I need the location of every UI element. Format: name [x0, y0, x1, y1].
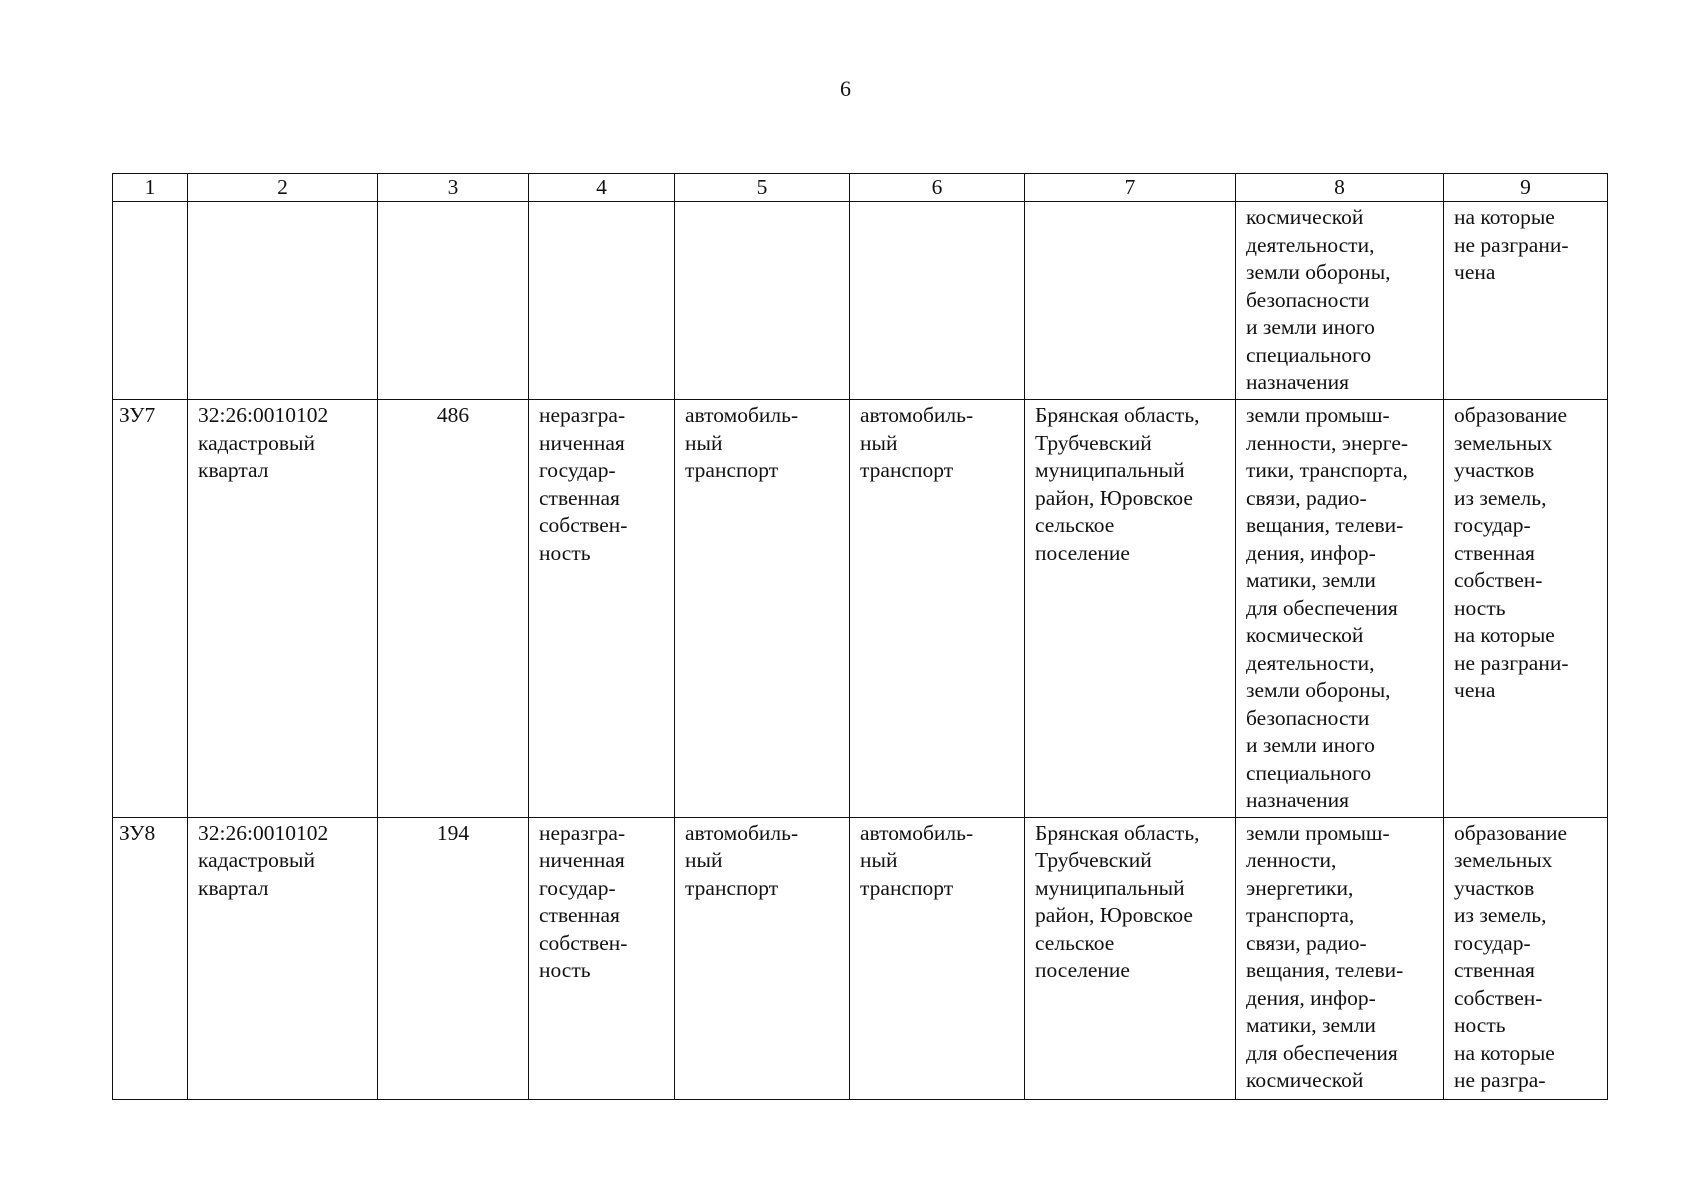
column-number: 7	[1025, 174, 1236, 202]
column-number: 6	[850, 174, 1025, 202]
location-cell	[1025, 202, 1236, 400]
column-number: 5	[675, 174, 850, 202]
land-plots-table	[112, 173, 1608, 1100]
table-row	[113, 400, 1608, 818]
page-number: 6	[840, 76, 851, 101]
column-number: 4	[529, 174, 675, 202]
cadastral-quarter-cell: 32:26:0010102 кадастровый квартал	[188, 817, 378, 1099]
area-cell	[378, 202, 529, 400]
location-cell: Брянская область, Трубчевский муниципальный район, Юровское сельское поселение	[1025, 817, 1236, 1099]
cadastral-quarter-cell	[188, 202, 378, 400]
permitted-use-cell: автомобиль- ный транспорт	[675, 817, 850, 1099]
permitted-use-cell	[675, 202, 850, 400]
column-number: 9	[1444, 174, 1608, 202]
table-row	[113, 817, 1608, 1099]
land-category-cell: космической деятельности, земли обороны, безопасности и земли иного специального назначения	[1236, 202, 1444, 400]
area-cell: 486	[378, 400, 529, 818]
formation-method-cell: на которые не разграни- чена	[1444, 202, 1608, 400]
plot-id-cell: ЗУ8	[113, 817, 188, 1099]
column-number: 1	[113, 174, 188, 202]
use-type-cell	[850, 202, 1025, 400]
use-type-cell: автомобиль- ный транспорт	[850, 817, 1025, 1099]
plot-id-cell: ЗУ7	[113, 400, 188, 818]
formation-method-cell: образование земельных участков из земель, государ- ственная собствен- ность на которые не разграни- чена	[1444, 400, 1608, 818]
column-number: 8	[1236, 174, 1444, 202]
ownership-cell	[529, 202, 675, 400]
plot-id-cell	[113, 202, 188, 400]
area-cell: 194	[378, 817, 529, 1099]
ownership-cell: неразгра- ниченная государ- ственная собствен- ность	[529, 817, 675, 1099]
ownership-cell: неразгра- ниченная государ- ственная собствен- ность	[529, 400, 675, 818]
column-number: 2	[188, 174, 378, 202]
land-category-cell: земли промыш- ленности, энерге- тики, транспорта, связи, радио- вещания, телеви- дения, инфор- матики, земли для обеспечения космической деятельности, земли обороны, безопасности и земли иного специального назначения	[1236, 400, 1444, 818]
table-row	[113, 202, 1608, 400]
land-category-cell: земли промыш- ленности, энергетики, транспорта, связи, радио- вещания, телеви- дения, инфор- матики, земли для обеспечения космической	[1236, 817, 1444, 1099]
column-number-row	[113, 174, 1608, 202]
formation-method-cell: образование земельных участков из земель, государ- ственная собствен- ность на которые не разгра-	[1444, 817, 1608, 1099]
cadastral-quarter-cell: 32:26:0010102 кадастровый квартал	[188, 400, 378, 818]
use-type-cell: автомобиль- ный транспорт	[850, 400, 1025, 818]
location-cell: Брянская область, Трубчевский муниципальный район, Юровское сельское поселение	[1025, 400, 1236, 818]
permitted-use-cell: автомобиль- ный транспорт	[675, 400, 850, 818]
column-number: 3	[378, 174, 529, 202]
